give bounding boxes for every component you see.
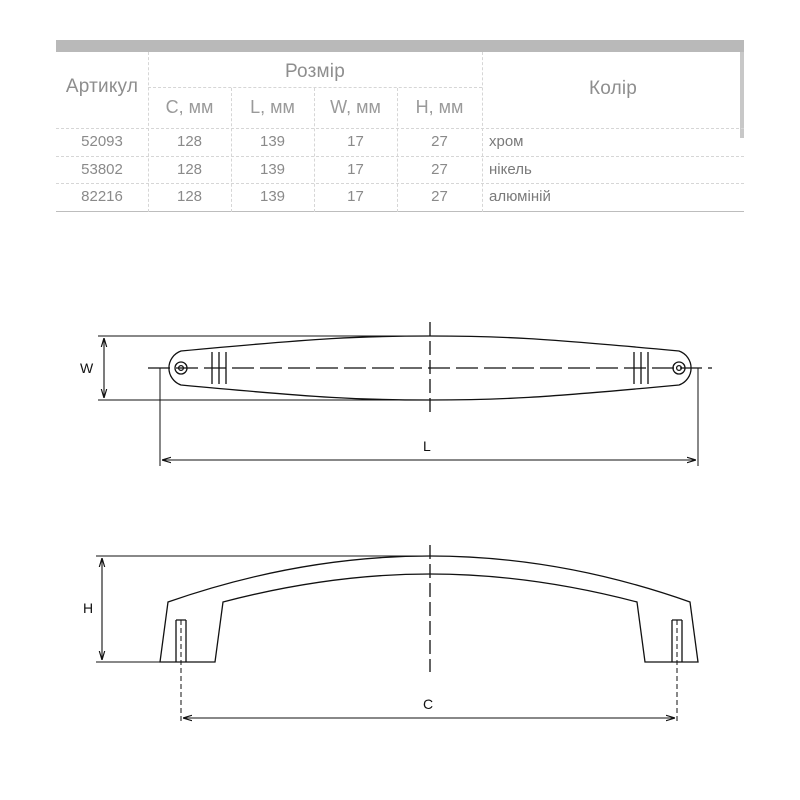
cell-article: 82216 (81, 188, 123, 205)
header-size: Розмір (285, 61, 345, 82)
cell-l: 139 (259, 161, 286, 178)
header-article: Артикул (65, 76, 139, 97)
cell-c: 128 (176, 188, 203, 205)
side-view (96, 545, 698, 724)
cell-w: 17 (347, 133, 364, 150)
handle-side-outline (160, 556, 698, 662)
header-l: L, мм (250, 97, 295, 117)
cell-color: алюміній (489, 188, 551, 205)
cell-article: 52093 (81, 133, 123, 150)
cell-l: 139 (259, 188, 286, 205)
header-h: H, мм (415, 97, 464, 117)
header-color: Колір (588, 78, 638, 99)
w-label: W (80, 360, 94, 376)
l-label: L (423, 438, 431, 454)
cell-c: 128 (176, 161, 203, 178)
cell-color: нікель (489, 161, 532, 178)
cell-color: хром (489, 133, 524, 150)
cell-h: 27 (431, 133, 448, 150)
c-label: C (423, 696, 434, 712)
cell-c: 128 (176, 133, 203, 150)
header-c: C, мм (165, 97, 214, 117)
top-view (98, 322, 712, 466)
cell-l: 139 (259, 133, 286, 150)
cell-article: 53802 (81, 161, 123, 178)
cell-h: 27 (431, 161, 448, 178)
cell-w: 17 (347, 188, 364, 205)
cell-h: 27 (431, 188, 448, 205)
h-label: H (83, 600, 94, 616)
header-w: W, мм (330, 97, 381, 117)
cell-w: 17 (347, 161, 364, 178)
